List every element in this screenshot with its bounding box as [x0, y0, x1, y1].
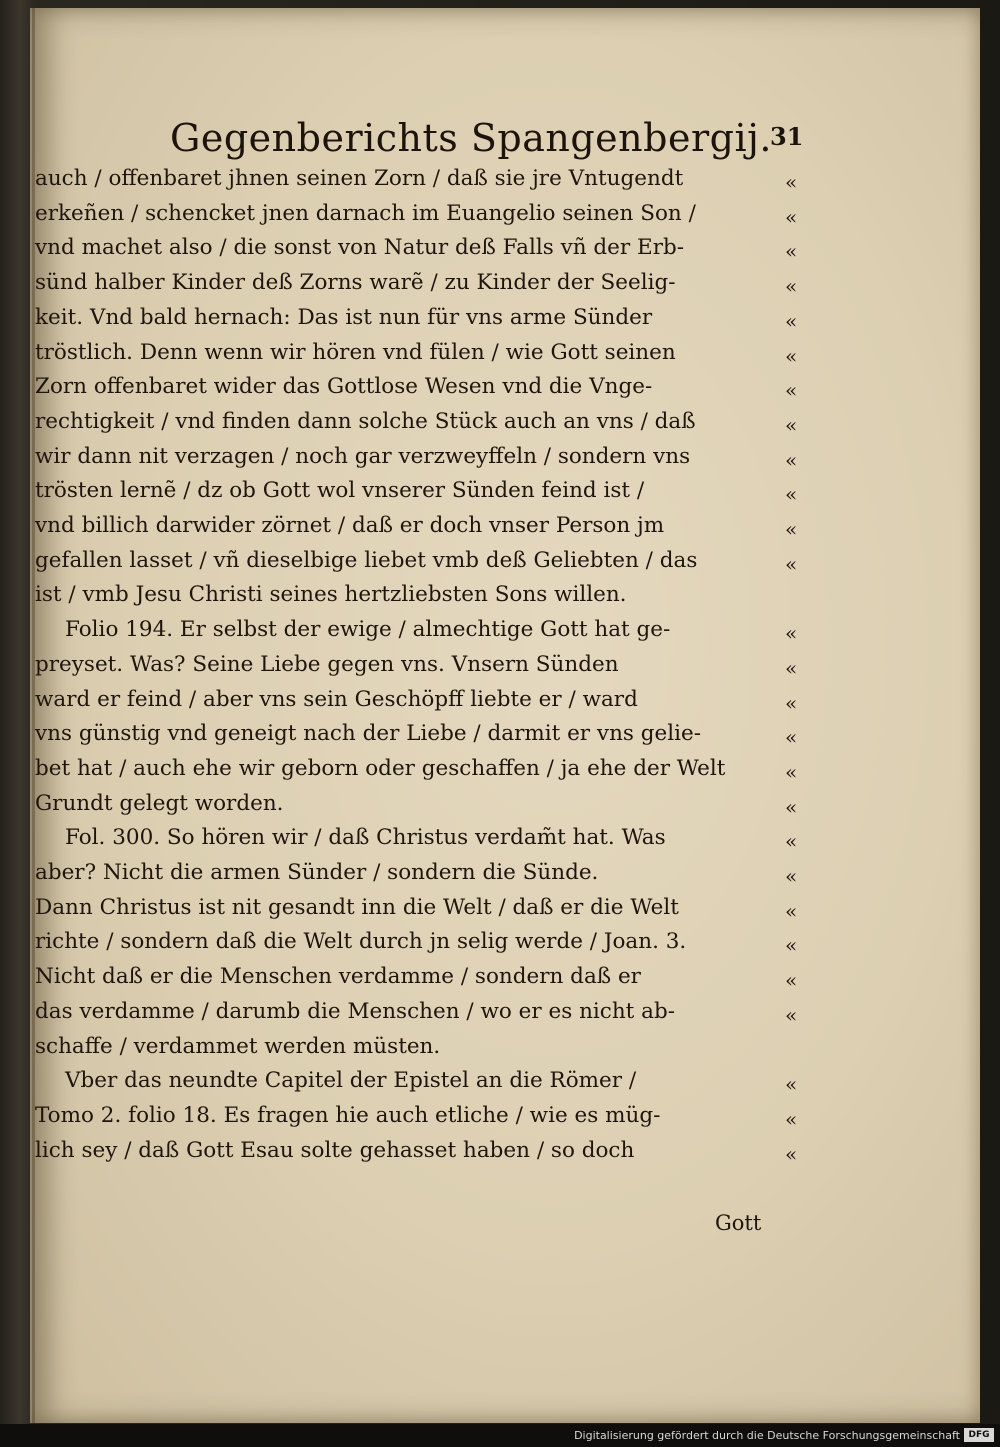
footer-credit: Digitalisierung gefördert durch die Deutsche Forschungsgemeinschaft	[574, 1429, 960, 1442]
text-line: rechtigkeit / vnd finden dann solche Stück auch an vns / daß	[35, 409, 696, 434]
margin-quote-mark: «	[785, 795, 798, 819]
folio-number: 31	[770, 122, 804, 151]
text-line: Vber das neundte Capitel der Epistel an die Römer /	[65, 1068, 637, 1093]
text-line: vns günstig vnd geneigt nach der Liebe / darmit er vns gelie-	[35, 721, 702, 746]
margin-quote-mark: «	[785, 933, 798, 957]
text-line: ist / vmb Jesu Christi seines hertzliebsten Sons willen.	[35, 582, 627, 607]
text-line: vnd machet also / die sonst von Natur deß Falls vñ der Erb-	[35, 235, 684, 260]
catchword: Gott	[715, 1211, 762, 1235]
margin-quote-mark: «	[785, 448, 798, 472]
margin-quote-mark: «	[785, 517, 798, 541]
text-line: sünd halber Kinder deß Zorns warẽ / zu Kinder der Seelig-	[35, 270, 676, 295]
text-line: Nicht daß er die Menschen verdamme / sondern daß er	[35, 964, 641, 989]
text-line: ward er feind / aber vns sein Geschöpff liebte er / ward	[35, 687, 638, 712]
text-line: keit. Vnd bald hernach: Das ist nun für vns arme Sünder	[35, 305, 653, 330]
text-line: schaffe / verdammet werden müsten.	[35, 1034, 441, 1059]
text-line: Fol. 300. So hören wir / daß Christus verdam̃t hat. Was	[65, 825, 666, 850]
text-line: Tomo 2. folio 18. Es fragen hie auch etliche / wie es müg-	[35, 1103, 661, 1128]
margin-quote-mark: «	[785, 413, 798, 437]
running-head: Gegenberichts Spangenbergij.	[170, 116, 772, 160]
margin-quote-mark: «	[785, 205, 798, 229]
text-line: vnd billich darwider zörnet / daß er doch vnser Person jm	[35, 513, 665, 538]
margin-quote-mark: «	[785, 170, 798, 194]
margin-quote-mark: «	[785, 691, 798, 715]
margin-quote-mark: «	[785, 1072, 798, 1096]
margin-quote-mark: «	[785, 899, 798, 923]
text-line: Grundt gelegt worden.	[35, 791, 284, 816]
margin-quote-mark: «	[785, 239, 798, 263]
page-header	[170, 116, 810, 171]
text-line: lich sey / daß Gott Esau solte gehasset haben / so doch	[35, 1138, 635, 1163]
text-line: Folio 194. Er selbst der ewige / almechtige Gott hat ge-	[65, 617, 671, 642]
text-line: Zorn offenbaret wider das Gottlose Wesen vnd die Vnge-	[35, 374, 653, 399]
margin-quote-mark: «	[785, 1142, 798, 1166]
margin-quote-mark: «	[785, 864, 798, 888]
book-page	[30, 8, 980, 1423]
margin-quote-mark: «	[785, 760, 798, 784]
text-line: erkeñen / schencket jnen darnach im Euangelio seinen Son /	[35, 201, 696, 226]
text-line: aber? Nicht die armen Sünder / sondern die Sünde.	[35, 860, 599, 885]
text-line: wir dann nit verzagen / noch gar verzweyffeln / sondern vns	[35, 444, 691, 469]
margin-quote-mark: «	[785, 725, 798, 749]
text-line: tröstlich. Denn wenn wir hören vnd fülen / wie Gott seinen	[35, 340, 676, 365]
margin-quote-mark: «	[785, 309, 798, 333]
text-line: das verdamme / darumb die Menschen / wo er es nicht ab-	[35, 999, 676, 1024]
margin-quote-mark: «	[785, 378, 798, 402]
text-line: richte / sondern daß die Welt durch jn selig werde / Joan. 3.	[35, 929, 687, 954]
text-line: Dann Christus ist nit gesandt inn die Welt / daß er die Welt	[35, 895, 679, 920]
margin-quote-mark: «	[785, 552, 798, 576]
text-line: trösten lernẽ / dz ob Gott wol vnserer Sünden feind ist /	[35, 478, 645, 503]
margin-quote-mark: «	[785, 968, 798, 992]
margin-quote-mark: «	[785, 1003, 798, 1027]
margin-quote-mark: «	[785, 656, 798, 680]
margin-quote-mark: «	[785, 621, 798, 645]
margin-quote-mark: «	[785, 482, 798, 506]
dfg-logo: DFG	[964, 1428, 994, 1442]
footer-bar	[0, 1424, 1000, 1447]
text-line: auch / offenbaret jhnen seinen Zorn / daß sie jre Vntugendt	[35, 166, 684, 191]
margin-quote-mark: «	[785, 829, 798, 853]
text-line: preyset. Was? Seine Liebe gegen vns. Vnsern Sünden	[35, 652, 619, 677]
margin-quote-mark: «	[785, 344, 798, 368]
margin-quote-mark: «	[785, 274, 798, 298]
margin-quote-mark: «	[785, 1107, 798, 1131]
text-line: bet hat / auch ehe wir geborn oder geschaffen / ja ehe der Welt	[35, 756, 726, 781]
text-line: gefallen lasset / vñ dieselbige liebet vmb deß Geliebten / das	[35, 548, 698, 573]
